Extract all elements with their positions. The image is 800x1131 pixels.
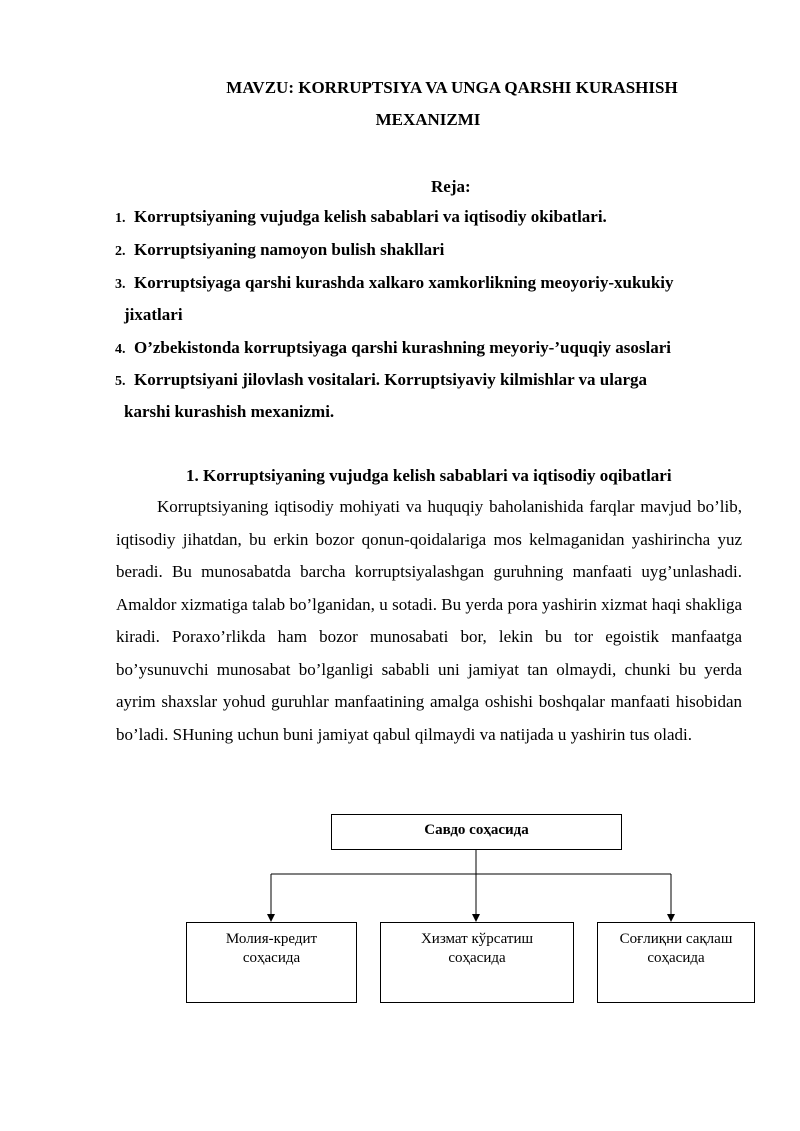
plan-item-text: Korruptsiyaning vujudga kelish sabablari va iqtisodiy okibatlari. <box>134 207 607 226</box>
box-label: соҳасида <box>647 950 705 966</box>
plan-item-5-continuation: karshi kurashish mexanizmi. <box>124 402 335 421</box>
box-label: Молия-кредит <box>225 931 318 947</box>
plan-item-number: 3. <box>115 277 126 292</box>
box-label: соҳасида <box>448 950 506 966</box>
plan-item-number: 1. <box>115 211 126 226</box>
plan-item-text: Korruptsiyani jilovlash vositalari. Korruptsiyaviy kilmishlar va ularga <box>134 370 648 389</box>
plan-item-text: Korruptsiyaning namoyon bulish shakllari <box>134 240 445 259</box>
plan-item-number: 2. <box>115 244 126 259</box>
box-label: соҳасида <box>242 950 301 966</box>
document-title-line-1: MAVZU: KORRUPTSIYA VA UNGA QARSHI KURASHISH <box>226 78 678 97</box>
box-label: Хизмат кўрсатиш <box>420 931 534 947</box>
diagram-root-box: Савдо соҳасида <box>331 814 622 850</box>
document-title-line-2: MEXANIZMI <box>375 110 481 129</box>
plan-item-number: 5. <box>115 374 126 389</box>
diagram-box-finance <box>186 922 357 1003</box>
diagram-box-health <box>597 922 755 1003</box>
plan-item-number: 4. <box>115 342 126 357</box>
plan-item-text: Korruptsiyaga qarshi kurashda xalkaro xamkorlikning meoyoriy-xukukiy <box>134 273 674 292</box>
box-label: Соғлиқни сақлаш <box>619 931 733 947</box>
plan-item-3-continuation: jixatlari <box>124 305 183 324</box>
diagram-box-service <box>380 922 574 1003</box>
section-heading: 1. Korruptsiyaning vujudga kelish sabablari va iqtisodiy oqibatlari <box>186 466 672 485</box>
plan-heading: Reja: <box>431 177 471 196</box>
plan-item-text: O’zbekistonda korruptsiyaga qarshi kurashning meyoriy-’uquqiy asoslari <box>134 338 672 357</box>
section-paragraph: Korruptsiyaning iqtisodiy mohiyati va huquqiy baholanishida farqlar mavjud bo’lib, iqtisodiy jihatdan, bu erkin bozor qonun-qoidalariga mos kelmaganidan yashirincha yuz beradi. Bu munosabatda barcha korruptsiyalashgan guruhning manfaati uyg’unlashadi. Amaldor xizmatiga talab bo’lganidan, u sotadi. Bu yerda pora yashirin xizmat haqi shakliga kiradi. Poraxo’rlikda ham bozor munosabati bor, lekin bu tor egoistik manfaatga bo’ysunuvchi munosabat bo’lganligi sababli uni jamiyat tan olmaydi, chunki bu yerda ayrim shaxslar yohud guruhlar manfaatining amalga oshishi boshqalar manfaati hisobidan bo’ladi. SHuning uchun buni jamiyat qabul qilmaydi va natijada u yashirin tus oladi. <box>116 497 742 744</box>
